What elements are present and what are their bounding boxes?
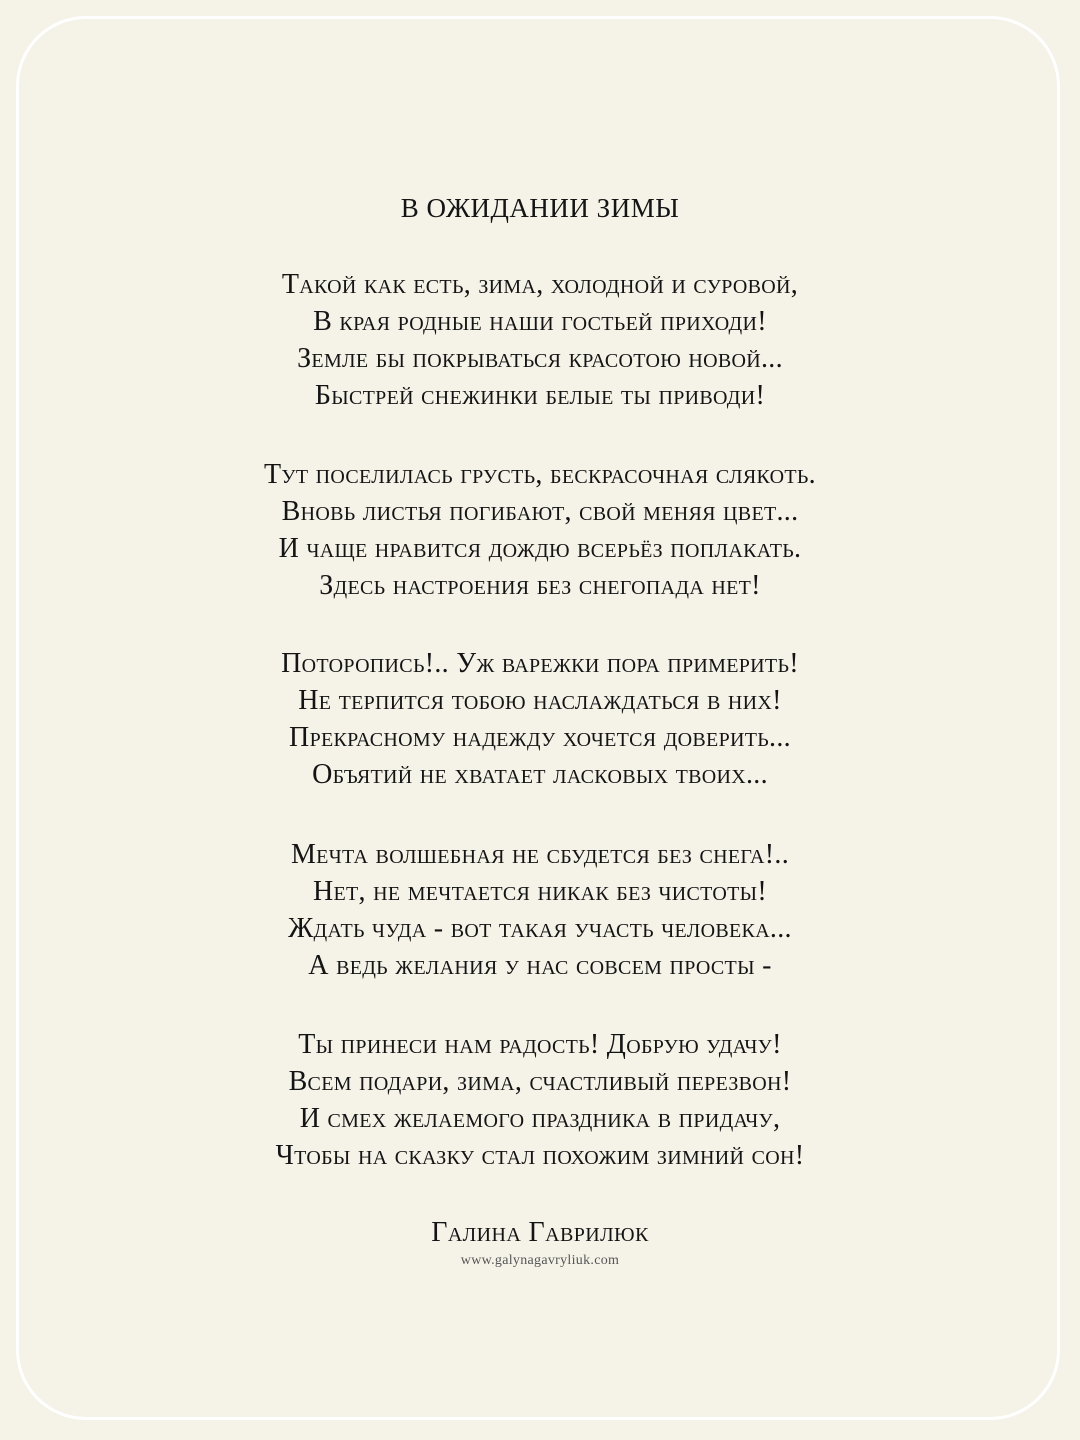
- author-website: www.galynagavryliuk.com: [460, 1253, 620, 1268]
- poem-line: Не терпится тобою наслаждаться в них!: [298, 685, 782, 716]
- poem-title: В ОЖИДАНИИ ЗИМЫ: [400, 193, 680, 223]
- poem-line: Прекрасному надежду хочется доверить...: [289, 722, 791, 753]
- poem-line: Тут поселилась грусть, бескрасочная слякоть.: [264, 459, 816, 490]
- stanza-3: [0, 645, 1080, 793]
- poem-line: Ждать чуда - вот такая участь человека...: [288, 913, 792, 944]
- poem-line: Мечта волшебная не сбудется без снега!..: [290, 839, 790, 870]
- poem-line: Нет, не мечтается никак без чистоты!: [312, 876, 768, 907]
- poem-line: Объятий не хватает ласковых твоих...: [312, 759, 768, 790]
- poem-line: Чтобы на сказку стал похожим зимний сон!: [275, 1140, 805, 1171]
- poem-line: Всем подари, зима, счастливый перезвон!: [288, 1066, 792, 1097]
- stanza-1: [0, 266, 1080, 414]
- poem-line: И смех желаемого праздника в придачу,: [299, 1103, 781, 1134]
- poem-line: В края родные наши гостьей приходи!: [313, 306, 767, 337]
- poem-line: Земле бы покрываться красотою новой...: [297, 343, 783, 374]
- poem-line: Ты принеси нам радость! Добрую удачу!: [298, 1029, 782, 1060]
- stanza-5: [0, 1026, 1080, 1174]
- stanza-4: [0, 836, 1080, 984]
- poem-line: И чаще нравится дождю всерьёз поплакать.: [278, 533, 802, 564]
- author-name: Галина Гаврилюк: [431, 1217, 649, 1248]
- poem-line: Вновь листья погибают, свой меняя цвет...: [281, 496, 799, 527]
- poem-line: Здесь настроения без снегопада нет!: [319, 570, 761, 601]
- poem-line: Быстрей снежинки белые ты приводи!: [314, 380, 766, 411]
- poem-line: Такой как есть, зима, холодной и суровой,: [281, 269, 799, 300]
- stanza-2: [0, 456, 1080, 604]
- poem-line: Поторопись!.. Уж варежки пора примерить!: [281, 648, 799, 679]
- poem-line: А ведь желания у нас совсем просты -: [308, 950, 772, 981]
